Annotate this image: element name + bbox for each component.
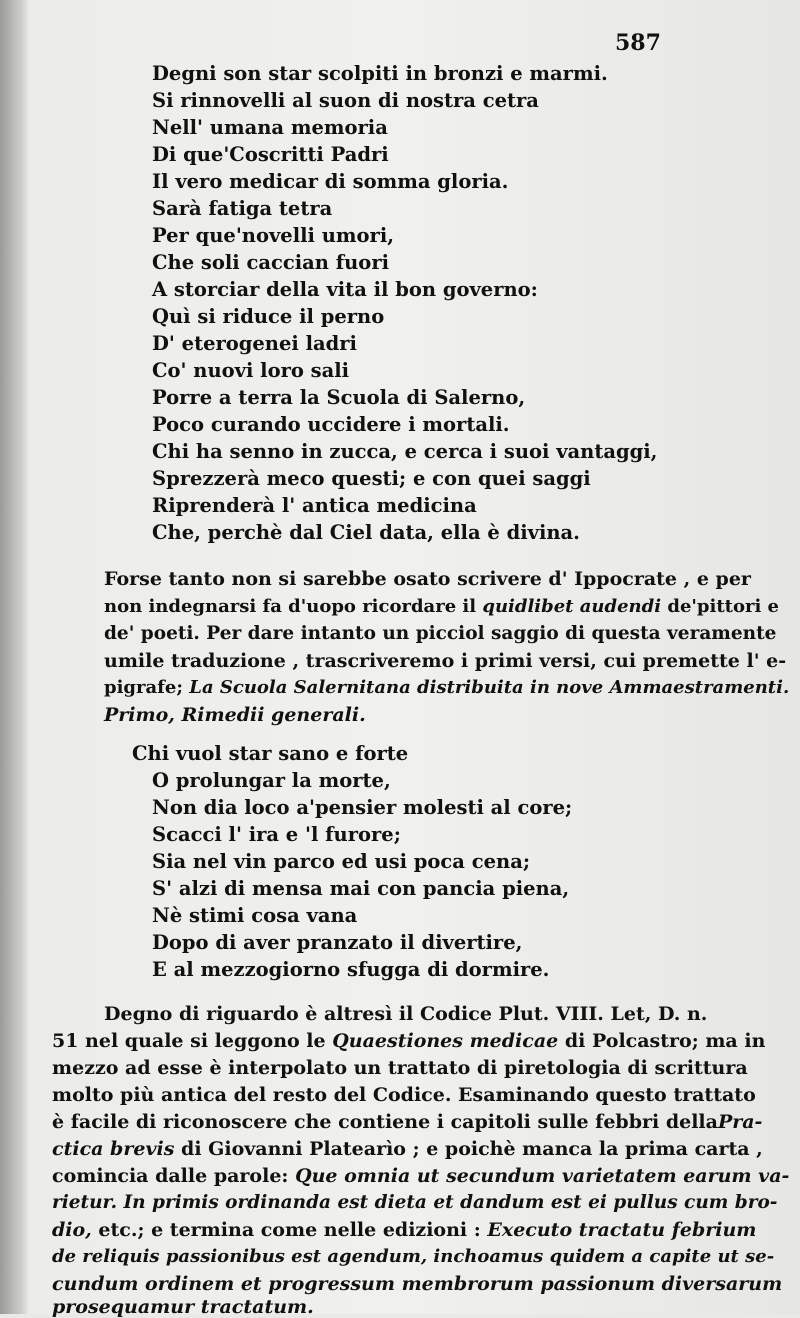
poem-line: Co' nuovi loro sali (152, 359, 350, 382)
paragraph-text: è facile di riconoscere che contiene i capitoli sulle febbri della (52, 1111, 718, 1133)
paragraph-line (52, 1165, 789, 1187)
italic-quote: de reliquis passionibus est agendum, inchoamus quidem a capite ut se- (52, 1246, 775, 1267)
poem-line: Nè stimi cosa vana (152, 904, 358, 927)
poem-line: Sprezzerà meco questi; e con quei saggi (152, 467, 591, 490)
poem-line: Dopo di aver pranzato il divertire, (152, 931, 523, 954)
italic-title: Quaestiones medicae (332, 1030, 559, 1052)
paragraph-text: di Giovanni Platearìo ; e poichè manca la prima carta , (181, 1138, 763, 1160)
poem-line: Riprenderà l' antica medicina (152, 494, 477, 517)
paragraph-line: de' poeti. Per dare intanto un picciol saggio di questa veramente (104, 623, 777, 644)
poem-line: Sia nel vin parco ed usi poca cena; (152, 850, 531, 873)
page-number: 587 (615, 30, 661, 56)
italic-quote: prosequamur tractatum. (52, 1296, 314, 1318)
paragraph-line (104, 596, 779, 617)
poem-line: Si rinnovelli al suon di nostra cetra (152, 89, 539, 112)
epigraph-title: La Scuola Salernitana distribuita in nove Ammaestramenti. (189, 677, 790, 698)
paragraph-text: non indegnarsi fa d'uopo ricordare il (104, 596, 477, 617)
paragraph-line: molto più antica del resto del Codice. Esaminando questo trattato (52, 1084, 756, 1106)
poem-line: Non dia loco a'pensier molesti al core; (152, 796, 573, 819)
paragraph-text: de'pittori e (667, 596, 780, 617)
poem-line: Chi ha senno in zucca, e cerca i suoi vantaggi, (152, 440, 658, 463)
paragraph-text: 51 nel quale si leggono le (52, 1030, 326, 1052)
paragraph-line: mezzo ad esse è interpolato un trattato di piretologia di scrittura (52, 1057, 748, 1079)
paragraph-text: pigrafe; (104, 677, 183, 698)
italic-quote: rietur. In primis ordinanda est dieta et dandum est ei pullus cum bro- (52, 1192, 778, 1213)
italic-quote: dio, (52, 1219, 92, 1241)
paragraph-line: Forse tanto non si sarebbe osato scrivere d' Ippocrate , e per (104, 568, 751, 590)
italic-title: Pra- (717, 1111, 763, 1133)
page-gutter (0, 0, 28, 1314)
italic-quote: quidlibet audendi (482, 596, 662, 617)
paragraph-line (52, 1296, 314, 1318)
poem-line: O prolungar la morte, (152, 769, 391, 792)
paragraph-line (104, 677, 789, 698)
poem-line: Sarà fatiga tetra (152, 197, 333, 220)
paragraph-line: umile traduzione , trascriveremo i primi versi, cui premette l' e- (104, 650, 787, 672)
poem-line: A storciar della vita il bon governo: (152, 278, 538, 301)
italic-quote: Que omnia ut secundum varietatem earum va- (295, 1165, 790, 1187)
poem-line: Chi vuol star sano e forte (132, 742, 409, 765)
epigraph-subtitle: Primo, Rimedii generali. (104, 704, 366, 726)
poem-line: Porre a terra la Scuola di Salerno, (152, 386, 526, 409)
poem-line: Che soli caccian fuori (152, 251, 389, 274)
paragraph-line (52, 1111, 762, 1133)
italic-title: ctica brevis (52, 1138, 175, 1160)
paragraph-line (52, 1030, 765, 1052)
paragraph-line (104, 704, 366, 726)
poem-line: D' eterogenei ladri (152, 332, 357, 355)
paragraph-line (52, 1273, 782, 1295)
italic-quote: Executo tractatu febrium (487, 1219, 757, 1241)
paragraph-text: comincia dalle parole: (52, 1165, 289, 1187)
poem-line: E al mezzogiorno sfugga di dormire. (152, 958, 550, 981)
poem-line: Scacci l' ira e 'l furore; (152, 823, 401, 846)
paragraph-line (52, 1192, 777, 1213)
poem-line: Poco curando uccidere i mortali. (152, 413, 510, 436)
paragraph-line (52, 1219, 756, 1241)
poem-line: Degni son star scolpiti in bronzi e marmi. (152, 62, 608, 85)
italic-quote: cundum ordinem et progressum membrorum passionum diversarum (52, 1273, 783, 1295)
poem-line: Quì si riduce il perno (152, 305, 385, 328)
poem-line: Nell' umana memoria (152, 116, 388, 139)
poem-line: S' alzi di mensa mai con pancia piena, (152, 877, 570, 900)
poem-line: Che, perchè dal Ciel data, ella è divina. (152, 521, 580, 544)
poem-line: Di que'Coscritti Padri (152, 143, 389, 166)
paragraph-line (52, 1138, 763, 1160)
paragraph-text: di Polcastro; ma in (564, 1030, 766, 1052)
poem-line: Per que'novelli umori, (152, 224, 395, 247)
paragraph-text: etc.; e termina come nelle edizioni : (98, 1219, 481, 1241)
paragraph-line (52, 1246, 774, 1267)
poem-line: Il vero medicar di somma gloria. (152, 170, 509, 193)
paragraph-line: Degno di riguardo è altresì il Codice Plut. VIII. Let, D. n. (104, 1003, 708, 1025)
